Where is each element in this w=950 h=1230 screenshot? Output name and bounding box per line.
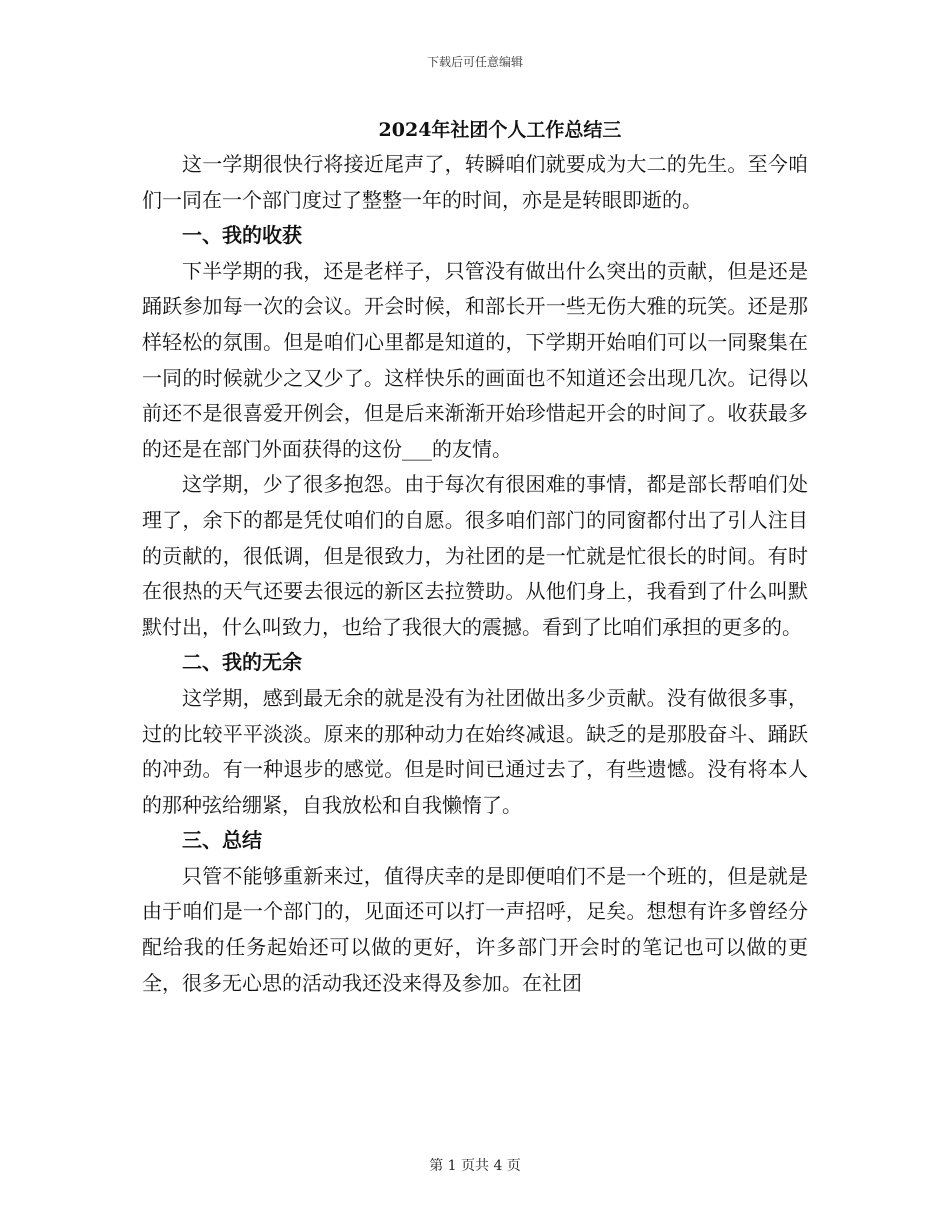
- page-header-note: 下载后可任意编辑: [426, 55, 523, 69]
- gains-paragraph-2: 这学期，少了很多抱怨。由于每次有很困难的事情，都是部长帮咱们处理了，余下的都是凭仗咱们的自愿。很多咱们部门的同窗都付出了引人注目的贡献的，很低调，但是很致力，为社团的是一忙就是忙很长的时间。有时在很热的天气还要去很远的新区去拉赞助。从他们身上，我看到了什么叫默默付出，什么叫致力，也给了我很大的震撼。看到了比咱们承担的更多的。: [142, 472, 808, 639]
- section-heading-gains: 一、我的收获: [182, 223, 302, 248]
- document-title: 2024年社团个人工作总结三: [378, 119, 622, 141]
- intro-paragraph: 这一学期很快行将接近尾声了，转瞬咱们就要成为大二的先生。至今咱们一同在一个部门度过了整整一年的时间，亦是是转眼即逝的。: [142, 152, 808, 212]
- section-heading-summary: 三、总结: [182, 828, 262, 853]
- shortcomings-paragraph: 这学期，感到最无余的就是没有为社团做出多少贡献。没有做很多事，过的比较平平淡淡。原来的那种动力在始终减退。缺乏的是那股奋斗、踊跃的冲劲。有一种退步的感觉。但是时间已通过去了，有些遗憾。没有将本人的那种弦给绷紧，自我放松和自我懒惰了。: [142, 685, 808, 817]
- gains-paragraph-1: 下半学期的我，还是老样子，只管没有做出什么突出的贡献，但是还是踊跃参加每一次的会议。开会时候，和部长开一些无伤大雅的玩笑。还是那样轻松的氛围。但是咱们心里都是知道的，下学期开始咱们可以一同聚集在一同的时候就少之又少了。这样快乐的画面也不知道还会出现几次。记得以前还不是很喜爱开例会，但是后来渐渐开始珍惜起开会的时间了。收获最多的还是在部门外面获得的这份___的友情。: [142, 258, 808, 461]
- document-body: [142, 147, 808, 1001]
- page-footer: 第 1 页共 4 页: [429, 1158, 521, 1174]
- section-heading-shortcomings: 二、我的无余: [182, 650, 302, 675]
- summary-paragraph: 只管不能够重新来过，值得庆幸的是即便咱们不是一个班的，但是就是由于咱们是一个部门的，见面还可以打一声招呼，足矣。想想有许多曾经分配给我的任务起始还可以做的更好，许多部门开会时的笔记也可以做的更全，很多无心思的活动我还没来得及参加。在社团: [142, 863, 808, 995]
